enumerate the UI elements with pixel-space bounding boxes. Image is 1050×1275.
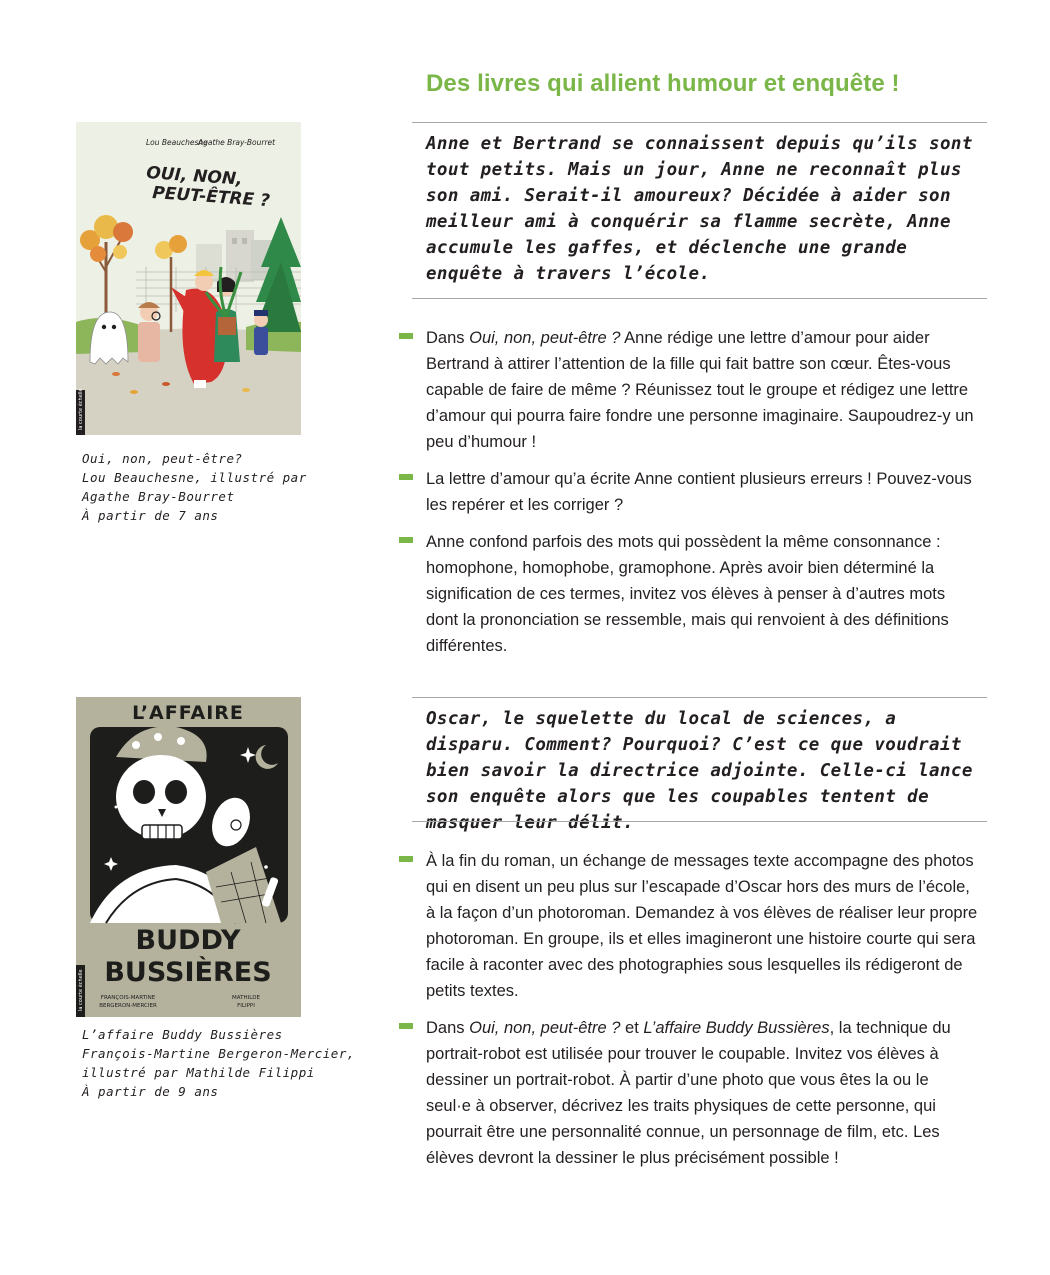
bullet-marker [399,474,413,480]
page-title: Des livres qui allient humour et enquête ! [426,70,900,97]
cover-1-title-line-1: OUI, NON, [145,163,244,190]
book-title-emphasis: Oui, non, peut-être ? [469,329,621,347]
book-cover-affaire-buddy-bussieres [76,697,301,1017]
activity-item: Anne confond parfois des mots qui possèdent la même consonnance : homophone, homophobe, gramophone. Après avoir bien déterminé la signification de ces termes, invitez vos élèves à penser à d’autres mots dont la prononciation se ressemble, mais qui renvoient à des définitions différentes. [398,529,978,659]
cover-2-publisher-spine: la courte échelle [78,969,84,1011]
book-title-emphasis: Oui, non, peut-être ? [469,1019,621,1037]
cover-2-illustrator-line-1: MATHILDE [232,995,260,1001]
activity-item: À la fin du roman, un échange de messages texte accompagne des photos qui en disent un peu plus sur l’escapade d’Oscar hors des murs de l’école, à la façon d’un photoroman. Demandez à vos élèves de réaliser leur propre photoroman. En groupe, ils et elles imagineront une histoire courte qui sera facile à raconter avec des photographies sous lesquelles ils rédigeront de petits textes. [398,848,978,1004]
cover-1-publisher-spine: la courte échelle [78,388,84,430]
divider-top-1 [412,122,987,123]
activity-item: La lettre d’amour qu’a écrite Anne contient plusieurs erreurs ! Pouvez-vous les repérer et les corriger ? [398,466,978,518]
book-caption-1 [82,449,382,525]
bullet-marker [399,856,413,862]
bullet-marker [399,537,413,543]
caption-1-age: À partir de 7 ans [82,508,219,523]
activity-list-1 [398,325,978,670]
caption-2-title: L’affaire Buddy Bussières [82,1027,283,1042]
book-title-emphasis: L’affaire Buddy Bussières [643,1019,830,1037]
activity-item: Dans Oui, non, peut-être ? et L’affaire Buddy Bussières, la technique du portrait-robot est utilisée pour trouver le coupable. Invitez vos élèves à dessiner un portrait-robot. À partir d’une photo que vous êtes la ou le seul·e à observer, décrivez les traits physiques de cette personne, qui pourrait être une personnalité connue, un personnage de film, etc. Les élèves devront la dessiner le plus précisément possible ! [398,1015,978,1171]
cover-2-title-buddy: BUDDY [135,925,241,956]
cover-1-author-lettering: Lou Beauchesne [146,138,208,147]
book-cover-oui-non-peut-etre [76,122,301,435]
caption-1-title: Oui, non, peut-être? [82,451,243,466]
caption-2-author: François-Martine Bergeron-Mercier, [82,1046,355,1061]
cover-2-top-title: L’AFFAIRE [132,702,244,724]
cover-2-author-line-2: BERGERON-MERCIER [99,1003,157,1009]
book-caption-2 [82,1025,382,1101]
cover-illustration-1 [76,122,301,435]
cover-2-illustrator-line-2: FILIPPI [237,1003,255,1009]
caption-2-illustrator: illustré par Mathilde Filippi [82,1065,315,1080]
caption-1-credits: Lou Beauchesne, illustré par [82,470,307,485]
bullet-marker [399,333,413,339]
bullet-marker [399,1023,413,1029]
cover-2-title-bussieres: BUSSIÈRES [104,957,272,988]
cover-illustration-2 [76,697,301,1017]
activity-list-2 [398,848,978,1182]
cover-1-title-line-2: PEUT-ÊTRE ? [151,183,271,212]
caption-1-illustrator: Agathe Bray-Bourret [82,489,235,504]
caption-2-age: À partir de 9 ans [82,1084,219,1099]
divider-top-2 [412,697,987,698]
book-summary-2: Oscar, le squelette du local de sciences, a disparu. Comment? Pourquoi? C’est ce que voudrait bien savoir la directrice adjointe. Celle-ci lance son enquête alors que les coupables tentent de masquer leur délit. [426,709,973,833]
divider-bottom-2 [412,821,987,822]
activity-item: Dans Oui, non, peut-être ? Anne rédige une lettre d’amour pour aider Bertrand à attirer l’attention de la fille qui fait battre son cœur. Êtes-vous capable de faire de même ? Réunissez tout le groupe et rédigez une lettre d’amour qui pourra faire fondre une personne imaginaire. Saupoudrez-y un peu d’humour ! [398,325,978,455]
divider-bottom-1 [412,298,987,299]
cover-2-author-line-1: FRANÇOIS-MARTINE [100,995,156,1001]
cover-1-illustrator-lettering: Agathe Bray-Bourret [198,138,276,147]
book-summary-1: Anne et Bertrand se connaissent depuis qu’ils sont tout petits. Mais un jour, Anne ne reconnaît plus son ami. Serait-il amoureux? Décidée à aider son meilleur ami à conquérir sa flamme secrète, Anne accumule les gaffes, et déclenche une grande enquête à travers l’école. [426,134,973,284]
